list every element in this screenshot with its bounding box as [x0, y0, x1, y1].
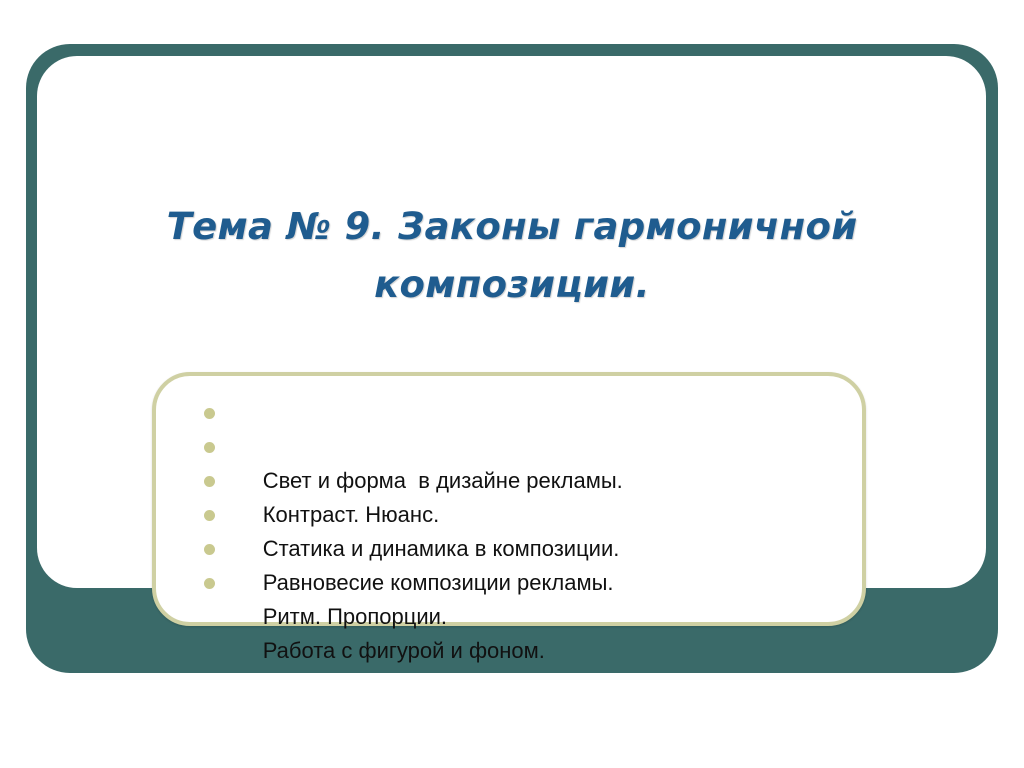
topic-text: Свет и форма в дизайне рекламы.: [262, 468, 623, 493]
slide-title-line-1: Тема № 9. Законы гармоничной: [166, 205, 858, 248]
topic-text: Ритм. Пропорции.: [262, 604, 448, 629]
circle-bullet-icon: [204, 408, 215, 419]
circle-bullet-icon: [204, 510, 215, 521]
topics-box: [152, 372, 866, 663]
circle-bullet-icon: [204, 442, 215, 453]
slide-title: [60, 198, 964, 314]
circle-bullet-icon: [204, 544, 215, 555]
topics-list: [202, 396, 623, 663]
topic-text: Контраст. Нюанс.: [262, 502, 440, 527]
circle-bullet-icon: [204, 578, 215, 589]
circle-bullet-icon: [204, 476, 215, 487]
slide-title-line-2: композиции.: [374, 263, 650, 306]
topic-text: Статика и динамика в композиции.: [262, 536, 620, 561]
topic-text: Равновесие композиции рекламы.: [262, 570, 614, 595]
topic-text: Работа с фигурой и фоном.: [262, 638, 545, 663]
topic-item: [202, 396, 623, 493]
